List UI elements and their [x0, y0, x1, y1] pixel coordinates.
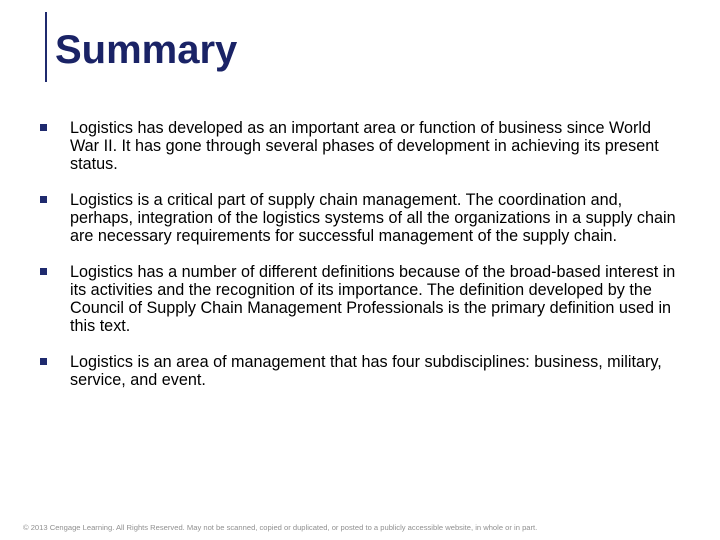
copyright-notice: © 2013 Cengage Learning. All Rights Reserved. May not be scanned, copied or duplicated, or posted to a publicly accessible website, in whole or in part.: [23, 523, 538, 532]
bullet-text: Logistics has developed as an important area or function of business since World War II. It has gone through several phases of development in achieving its present status.: [70, 119, 659, 173]
slide-title: Summary: [55, 28, 238, 72]
square-bullet-icon: [40, 268, 47, 275]
bullet-text: Logistics is a critical part of supply chain management. The coordination and, perhaps, integration of the logistics systems of all the organizations in a supply chain are necessary requirements for successful management of the supply chain.: [70, 191, 676, 245]
bullet-item: [40, 263, 680, 335]
title-accent-line: [45, 12, 47, 82]
bullet-text: Logistics has a number of different definitions because of the broad-based interest in its activities and the recognition of its importance. The definition developed by the Council of Supply Chain Management Professionals is the primary definition used in this text.: [70, 263, 676, 335]
bullet-item: [40, 119, 680, 173]
square-bullet-icon: [40, 196, 47, 203]
bullet-list: [40, 119, 680, 407]
bullet-text: Logistics is an area of management that has four subdisciplines: business, military, service, and event.: [70, 353, 662, 389]
square-bullet-icon: [40, 124, 47, 131]
square-bullet-icon: [40, 358, 47, 365]
bullet-item: [40, 353, 680, 389]
bullet-item: [40, 191, 680, 245]
